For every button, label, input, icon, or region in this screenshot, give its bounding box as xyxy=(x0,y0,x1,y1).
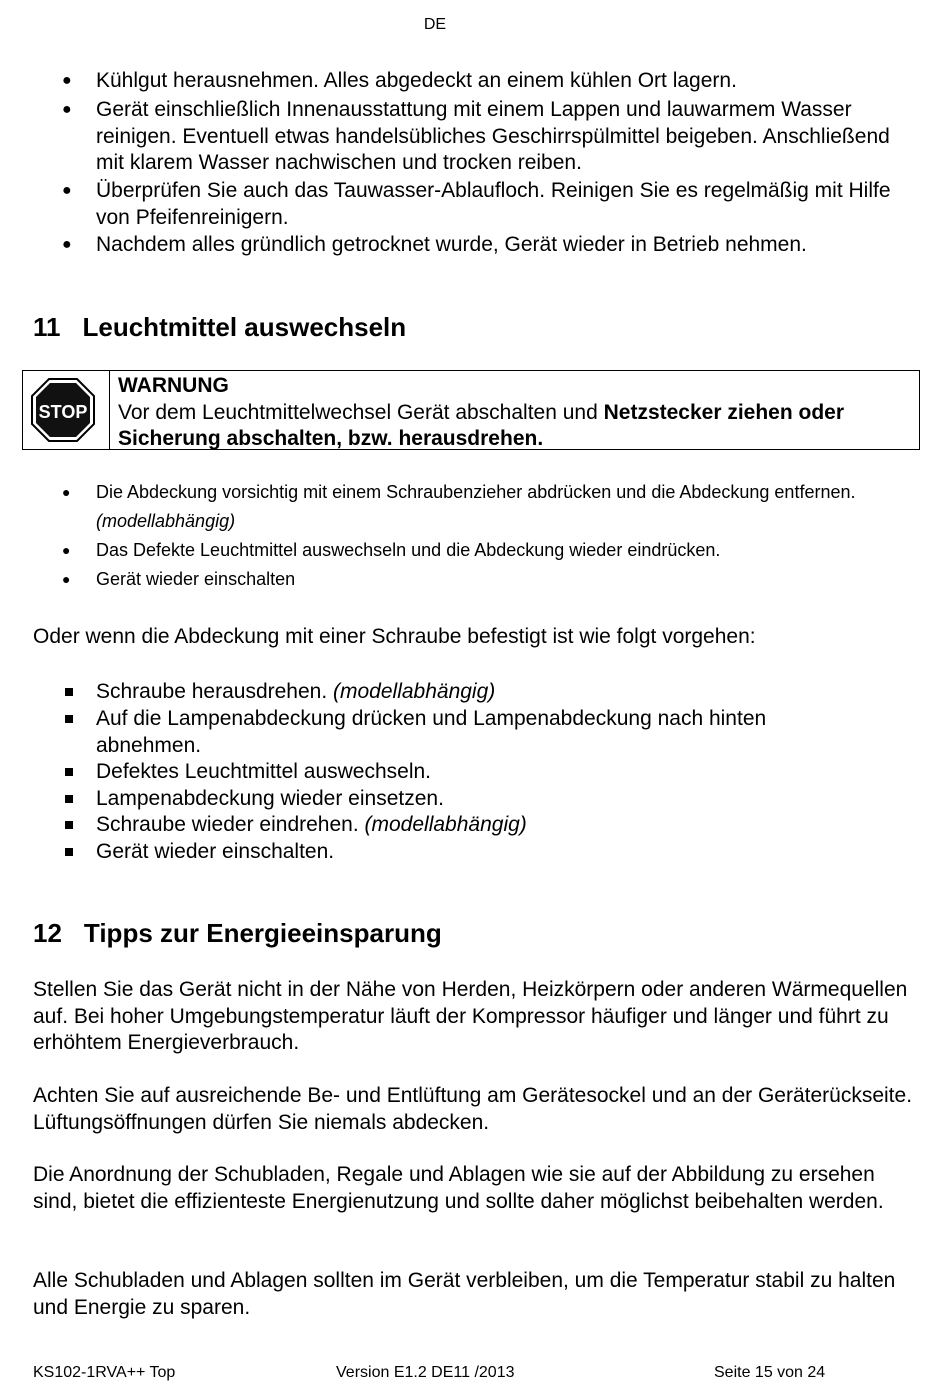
list-item-text: Gerät einschließlich Innenausstattung mit einem Lappen und lauwarmem Wasser reinigen. Eventuell etwas handelsübliches Geschirrspülmittel beigeben. Anschließend mit klarem Wasser nachwischen und trocken reiben. xyxy=(96,98,890,174)
list-item-text: Kühlgut herausnehmen. Alles abgedeckt an einem kühlen Ort lagern. xyxy=(96,69,737,92)
list-item xyxy=(62,232,916,259)
paragraph: Stellen Sie das Gerät nicht in der Nähe von Herden, Heizkörpern oder anderen Wärmequellen auf. Bei hoher Umgebungstemperatur läuft der Kompressor häufiger und länger und führt zu erhöhtem Energieverbrauch. xyxy=(33,978,908,1054)
paragraph: Alle Schubladen und Ablagen sollten im Gerät verbleiben, um die Temperatur stabil zu halten und Energie zu sparen. xyxy=(33,1269,896,1319)
warning-text xyxy=(118,373,908,453)
bullet-icon: ● xyxy=(62,542,71,558)
list-item xyxy=(96,679,896,706)
model-note: (modellabhängig) xyxy=(364,813,527,836)
stop-sign-text: STOP xyxy=(38,402,88,422)
model-note: (modellabhängig) xyxy=(333,680,496,703)
bullet-icon: ● xyxy=(62,571,71,587)
bullet-icon: ● xyxy=(62,101,72,118)
warning-body: Vor dem Leuchtmittelwechsel Gerät abschalten und xyxy=(118,400,604,424)
language-header: DE xyxy=(423,16,447,33)
list-item xyxy=(96,839,896,866)
list-item-text: Nachdem alles gründlich getrocknet wurde, Gerät wieder in Betrieb nehmen. xyxy=(96,233,807,256)
list-item xyxy=(62,178,896,231)
square-bullet-icon xyxy=(65,768,73,776)
footer-version: Version E1.2 DE11 /2013 xyxy=(336,1364,515,1381)
bullet-icon: ● xyxy=(62,484,71,500)
section-title: Leuchtmittel auswechseln xyxy=(82,312,407,342)
warning-body-bold: Netzstecker ziehen oder Sicherung abschalten, bzw. herausdrehen. xyxy=(118,400,845,450)
square-bullet-icon xyxy=(65,848,73,856)
paragraph: Achten Sie auf ausreichende Be- und Entlüftung am Gerätesockel und an der Geräterückseite. Lüftungsöffnungen dürfen Sie niemals abdecken. xyxy=(33,1084,913,1134)
list-item xyxy=(62,478,916,536)
section-heading-11 xyxy=(33,312,406,343)
list-item xyxy=(62,536,916,565)
warning-title: WARNUNG xyxy=(118,374,229,397)
list-item-text: Gerät wieder einschalten xyxy=(96,569,296,589)
list-item-text: Überprüfen Sie auch das Tauwasser-Ablaufloch. Reinigen Sie es regelmäßig mit Hilfe von Pfeifenreinigern. xyxy=(96,179,891,229)
paragraph: Oder wenn die Abdeckung mit einer Schraube befestigt ist wie folgt vorgehen: xyxy=(33,625,756,648)
list-item xyxy=(96,812,896,839)
section-number: 12 xyxy=(33,918,62,948)
list-item-text: Die Abdeckung vorsichtig mit einem Schraubenzieher abdrücken und die Abdeckung entfernen. xyxy=(96,482,856,502)
warning-box xyxy=(22,370,920,450)
bullet-icon: ● xyxy=(62,236,72,253)
footer-model: KS102-1RVA++ Top xyxy=(33,1364,176,1381)
footer-page-number: Seite 15 von 24 xyxy=(714,1364,826,1381)
stop-sign-icon xyxy=(30,377,96,443)
warning-divider xyxy=(109,371,110,449)
section-heading-12 xyxy=(33,918,442,949)
square-bullet-icon xyxy=(65,795,73,803)
list-item xyxy=(62,565,916,594)
list-item xyxy=(96,759,896,786)
section-title: Tipps zur Energieeinsparung xyxy=(83,918,442,948)
list-item-text: Gerät wieder einschalten. xyxy=(96,840,335,863)
list-item-text: Defektes Leuchtmittel auswechseln. xyxy=(96,760,432,783)
list-item xyxy=(96,706,856,759)
bullet-icon: ● xyxy=(62,72,72,89)
list-item-text: Schraube herausdrehen. xyxy=(96,680,333,703)
list-item xyxy=(62,97,896,177)
square-bullet-icon xyxy=(65,715,73,723)
square-bullet-icon xyxy=(65,688,73,696)
section-number: 11 xyxy=(33,312,61,342)
paragraph: Die Anordnung der Schubladen, Regale und Ablagen wie sie auf der Abbildung zu ersehen sind, bietet die effizienteste Energienutzung und sollte daher möglichst beibehalten werden. xyxy=(33,1163,884,1213)
list-item-text: Auf die Lampenabdeckung drücken und Lampenabdeckung nach hinten abnehmen. xyxy=(96,707,767,757)
list-item-text: Lampenabdeckung wieder einsetzen. xyxy=(96,787,444,810)
model-note: (modellabhängig) xyxy=(96,511,236,531)
square-bullet-icon xyxy=(65,821,73,829)
list-item xyxy=(62,68,896,95)
bullet-icon: ● xyxy=(62,182,72,199)
list-item-text: Das Defekte Leuchtmittel auswechseln und die Abdeckung wieder eindrücken. xyxy=(96,540,721,560)
list-item xyxy=(96,786,896,813)
list-item-text: Schraube wieder eindrehen. xyxy=(96,813,365,836)
